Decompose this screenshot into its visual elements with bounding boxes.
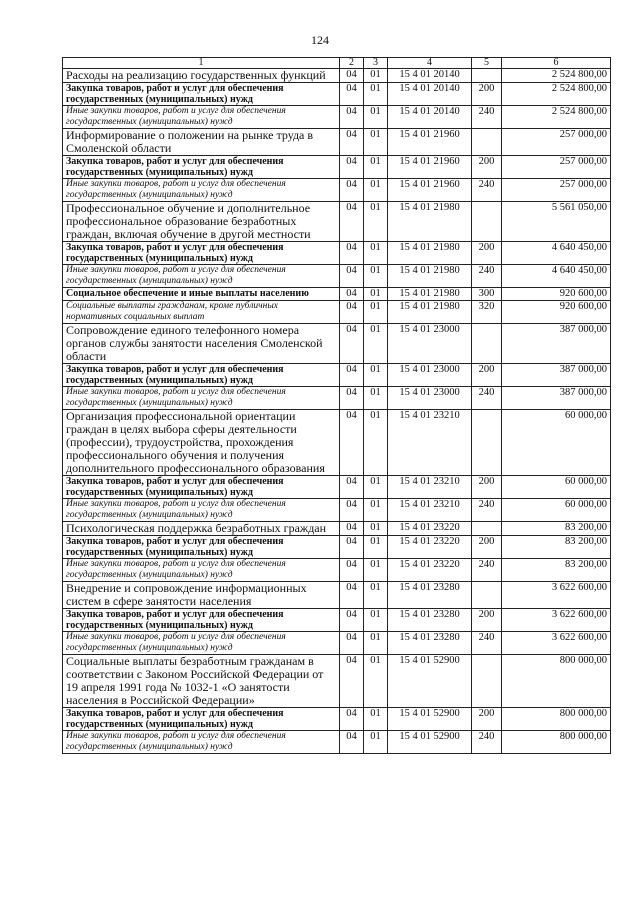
subsection-code-cell: 01 [364, 301, 388, 324]
target-article-cell: 15 4 01 52900 [388, 731, 472, 754]
expense-type-cell: 240 [472, 106, 502, 129]
expense-type-cell: 240 [472, 731, 502, 754]
table-row [63, 559, 611, 582]
target-article-cell: 15 4 01 52900 [388, 708, 472, 731]
table-row [63, 83, 611, 106]
subsection-code-cell: 01 [364, 476, 388, 499]
expense-type-cell: 320 [472, 301, 502, 324]
table-row [63, 522, 611, 536]
section-code-cell: 04 [340, 522, 364, 536]
table-row [63, 156, 611, 179]
subsection-code-cell: 01 [364, 106, 388, 129]
subsection-code-cell: 01 [364, 129, 388, 156]
section-code-cell: 04 [340, 731, 364, 754]
subsection-code-cell: 01 [364, 410, 388, 476]
target-article-cell: 15 4 01 23000 [388, 387, 472, 410]
amount-cell: 60 000,00 [502, 476, 611, 499]
amount-cell: 800 000,00 [502, 731, 611, 754]
expense-type-cell [472, 655, 502, 708]
expense-type-cell: 200 [472, 156, 502, 179]
section-code-cell: 04 [340, 202, 364, 242]
table-body [63, 69, 611, 754]
expense-type-cell [472, 522, 502, 536]
expense-name-cell: Социальные выплаты гражданам, кроме публичных нормативных социальных выплат [63, 301, 340, 324]
subsection-code-cell: 01 [364, 559, 388, 582]
expense-type-cell: 240 [472, 499, 502, 522]
target-article-cell: 15 4 01 23000 [388, 324, 472, 364]
target-article-cell: 15 4 01 23220 [388, 522, 472, 536]
amount-cell: 83 200,00 [502, 559, 611, 582]
column-header: 1 [63, 58, 340, 69]
expense-type-cell [472, 69, 502, 83]
target-article-cell: 15 4 01 23280 [388, 632, 472, 655]
expense-name-cell: Закупка товаров, работ и услуг для обеспечения государственных (муниципальных) нужд [63, 242, 340, 265]
section-code-cell: 04 [340, 632, 364, 655]
table-row [63, 301, 611, 324]
subsection-code-cell: 01 [364, 499, 388, 522]
amount-cell: 5 561 050,00 [502, 202, 611, 242]
target-article-cell: 15 4 01 21980 [388, 301, 472, 324]
expense-type-cell: 200 [472, 476, 502, 499]
target-article-cell: 15 4 01 21980 [388, 265, 472, 288]
section-code-cell: 04 [340, 69, 364, 83]
target-article-cell: 15 4 01 23000 [388, 364, 472, 387]
subsection-code-cell: 01 [364, 69, 388, 83]
target-article-cell: 15 4 01 23280 [388, 582, 472, 609]
amount-cell: 920 600,00 [502, 301, 611, 324]
column-header: 6 [502, 58, 611, 69]
amount-cell: 83 200,00 [502, 522, 611, 536]
expense-type-cell: 240 [472, 387, 502, 410]
expense-name-cell: Внедрение и сопровождение информационных систем в сфере занятости населения [63, 582, 340, 609]
target-article-cell: 15 4 01 52900 [388, 655, 472, 708]
target-article-cell: 15 4 01 20140 [388, 83, 472, 106]
table-row [63, 499, 611, 522]
expense-type-cell [472, 582, 502, 609]
subsection-code-cell: 01 [364, 324, 388, 364]
budget-table [62, 57, 611, 754]
target-article-cell: 15 4 01 21960 [388, 129, 472, 156]
amount-cell: 3 622 600,00 [502, 632, 611, 655]
target-article-cell: 15 4 01 20140 [388, 69, 472, 83]
table-row [63, 69, 611, 83]
expense-name-cell: Иные закупки товаров, работ и услуг для обеспечения государственных (муниципальных) нужд [63, 387, 340, 410]
expense-type-cell [472, 202, 502, 242]
expense-name-cell: Закупка товаров, работ и услуг для обеспечения государственных (муниципальных) нужд [63, 364, 340, 387]
page-number: 124 [311, 33, 329, 47]
section-code-cell: 04 [340, 536, 364, 559]
section-code-cell: 04 [340, 301, 364, 324]
table-row [63, 387, 611, 410]
table-row [63, 364, 611, 387]
section-code-cell: 04 [340, 129, 364, 156]
expense-type-cell [472, 324, 502, 364]
table-header-row [63, 58, 611, 69]
subsection-code-cell: 01 [364, 522, 388, 536]
expense-name-cell: Иные закупки товаров, работ и услуг для обеспечения государственных (муниципальных) нужд [63, 731, 340, 754]
expense-type-cell [472, 410, 502, 476]
target-article-cell: 15 4 01 23210 [388, 476, 472, 499]
target-article-cell: 15 4 01 21960 [388, 156, 472, 179]
subsection-code-cell: 01 [364, 265, 388, 288]
section-code-cell: 04 [340, 324, 364, 364]
subsection-code-cell: 01 [364, 632, 388, 655]
section-code-cell: 04 [340, 364, 364, 387]
amount-cell: 387 000,00 [502, 387, 611, 410]
subsection-code-cell: 01 [364, 536, 388, 559]
amount-cell: 257 000,00 [502, 179, 611, 202]
expense-name-cell: Закупка товаров, работ и услуг для обеспечения государственных (муниципальных) нужд [63, 609, 340, 632]
expense-name-cell: Социальное обеспечение и иные выплаты населению [63, 288, 340, 301]
section-code-cell: 04 [340, 499, 364, 522]
target-article-cell: 15 4 01 23220 [388, 536, 472, 559]
subsection-code-cell: 01 [364, 731, 388, 754]
expense-type-cell: 200 [472, 242, 502, 265]
table-row [63, 410, 611, 476]
amount-cell: 4 640 450,00 [502, 265, 611, 288]
table-row [63, 609, 611, 632]
amount-cell: 2 524 800,00 [502, 83, 611, 106]
column-header: 5 [472, 58, 502, 69]
expense-type-cell: 240 [472, 179, 502, 202]
table-row [63, 708, 611, 731]
section-code-cell: 04 [340, 410, 364, 476]
section-code-cell: 04 [340, 83, 364, 106]
expense-type-cell: 200 [472, 609, 502, 632]
table-row [63, 179, 611, 202]
section-code-cell: 04 [340, 156, 364, 179]
amount-cell: 2 524 800,00 [502, 69, 611, 83]
expense-name-cell: Иные закупки товаров, работ и услуг для обеспечения государственных (муниципальных) нужд [63, 632, 340, 655]
expense-type-cell: 200 [472, 536, 502, 559]
table-row [63, 632, 611, 655]
section-code-cell: 04 [340, 179, 364, 202]
section-code-cell: 04 [340, 582, 364, 609]
expense-name-cell: Иные закупки товаров, работ и услуг для обеспечения государственных (муниципальных) нужд [63, 559, 340, 582]
expense-name-cell: Закупка товаров, работ и услуг для обеспечения государственных (муниципальных) нужд [63, 708, 340, 731]
expense-type-cell: 200 [472, 83, 502, 106]
expense-type-cell [472, 129, 502, 156]
target-article-cell: 15 4 01 23210 [388, 410, 472, 476]
expense-type-cell: 240 [472, 265, 502, 288]
target-article-cell: 15 4 01 21960 [388, 179, 472, 202]
target-article-cell: 15 4 01 20140 [388, 106, 472, 129]
section-code-cell: 04 [340, 655, 364, 708]
expense-name-cell: Информирование о положении на рынке труда в Смоленской области [63, 129, 340, 156]
amount-cell: 387 000,00 [502, 324, 611, 364]
subsection-code-cell: 01 [364, 655, 388, 708]
section-code-cell: 04 [340, 476, 364, 499]
amount-cell: 3 622 600,00 [502, 582, 611, 609]
table-row [63, 288, 611, 301]
expense-name-cell: Организация профессиональной ориентации граждан в целях выбора сферы деятельности (профессии), трудоустройства, прохождения профессионального обучения и получения дополнительного профессионального образования [63, 410, 340, 476]
expense-name-cell: Закупка товаров, работ и услуг для обеспечения государственных (муниципальных) нужд [63, 156, 340, 179]
section-code-cell: 04 [340, 708, 364, 731]
table-row [63, 476, 611, 499]
expense-name-cell: Закупка товаров, работ и услуг для обеспечения государственных (муниципальных) нужд [63, 83, 340, 106]
subsection-code-cell: 01 [364, 242, 388, 265]
subsection-code-cell: 01 [364, 364, 388, 387]
expense-type-cell: 200 [472, 364, 502, 387]
subsection-code-cell: 01 [364, 609, 388, 632]
amount-cell: 4 640 450,00 [502, 242, 611, 265]
expense-type-cell: 300 [472, 288, 502, 301]
amount-cell: 387 000,00 [502, 364, 611, 387]
column-header: 4 [388, 58, 472, 69]
amount-cell: 257 000,00 [502, 156, 611, 179]
expense-type-cell: 240 [472, 559, 502, 582]
subsection-code-cell: 01 [364, 156, 388, 179]
amount-cell: 60 000,00 [502, 499, 611, 522]
target-article-cell: 15 4 01 23220 [388, 559, 472, 582]
expense-name-cell: Психологическая поддержка безработных граждан [63, 522, 340, 536]
section-code-cell: 04 [340, 387, 364, 410]
table-row [63, 655, 611, 708]
expense-name-cell: Иные закупки товаров, работ и услуг для обеспечения государственных (муниципальных) нужд [63, 499, 340, 522]
expense-name-cell: Профессиональное обучение и дополнительное профессиональное образование безработных граждан, включая обучение в другой местности [63, 202, 340, 242]
table-row [63, 324, 611, 364]
target-article-cell: 15 4 01 23210 [388, 499, 472, 522]
subsection-code-cell: 01 [364, 582, 388, 609]
table-row [63, 536, 611, 559]
table-row [63, 129, 611, 156]
subsection-code-cell: 01 [364, 83, 388, 106]
amount-cell: 3 622 600,00 [502, 609, 611, 632]
column-header: 2 [340, 58, 364, 69]
expense-type-cell: 240 [472, 632, 502, 655]
expense-name-cell: Иные закупки товаров, работ и услуг для обеспечения государственных (муниципальных) нужд [63, 179, 340, 202]
subsection-code-cell: 01 [364, 202, 388, 242]
table-row [63, 202, 611, 242]
target-article-cell: 15 4 01 23280 [388, 609, 472, 632]
expense-name-cell: Закупка товаров, работ и услуг для обеспечения государственных (муниципальных) нужд [63, 536, 340, 559]
amount-cell: 60 000,00 [502, 410, 611, 476]
amount-cell: 800 000,00 [502, 708, 611, 731]
subsection-code-cell: 01 [364, 708, 388, 731]
subsection-code-cell: 01 [364, 288, 388, 301]
subsection-code-cell: 01 [364, 179, 388, 202]
table-row [63, 582, 611, 609]
table-row [63, 265, 611, 288]
expense-name-cell: Социальные выплаты безработным гражданам в соответствии с Законом Российской Федерации от 19 апреля 1991 года № 1032-1 «О занятости населения в Российской Федерации» [63, 655, 340, 708]
section-code-cell: 04 [340, 559, 364, 582]
section-code-cell: 04 [340, 265, 364, 288]
target-article-cell: 15 4 01 21980 [388, 288, 472, 301]
target-article-cell: 15 4 01 21980 [388, 202, 472, 242]
table-row [63, 242, 611, 265]
section-code-cell: 04 [340, 609, 364, 632]
amount-cell: 920 600,00 [502, 288, 611, 301]
section-code-cell: 04 [340, 242, 364, 265]
expense-name-cell: Расходы на реализацию государственных функций [63, 69, 340, 83]
expense-name-cell: Закупка товаров, работ и услуг для обеспечения государственных (муниципальных) нужд [63, 476, 340, 499]
expense-type-cell: 200 [472, 708, 502, 731]
amount-cell: 257 000,00 [502, 129, 611, 156]
expense-name-cell: Сопровождение единого телефонного номера органов службы занятости населения Смоленской области [63, 324, 340, 364]
amount-cell: 2 524 800,00 [502, 106, 611, 129]
column-header: 3 [364, 58, 388, 69]
amount-cell: 800 000,00 [502, 655, 611, 708]
section-code-cell: 04 [340, 288, 364, 301]
expense-name-cell: Иные закупки товаров, работ и услуг для обеспечения государственных (муниципальных) нужд [63, 106, 340, 129]
section-code-cell: 04 [340, 106, 364, 129]
target-article-cell: 15 4 01 21980 [388, 242, 472, 265]
amount-cell: 83 200,00 [502, 536, 611, 559]
subsection-code-cell: 01 [364, 387, 388, 410]
expense-name-cell: Иные закупки товаров, работ и услуг для обеспечения государственных (муниципальных) нужд [63, 265, 340, 288]
table-row [63, 731, 611, 754]
table-row [63, 106, 611, 129]
